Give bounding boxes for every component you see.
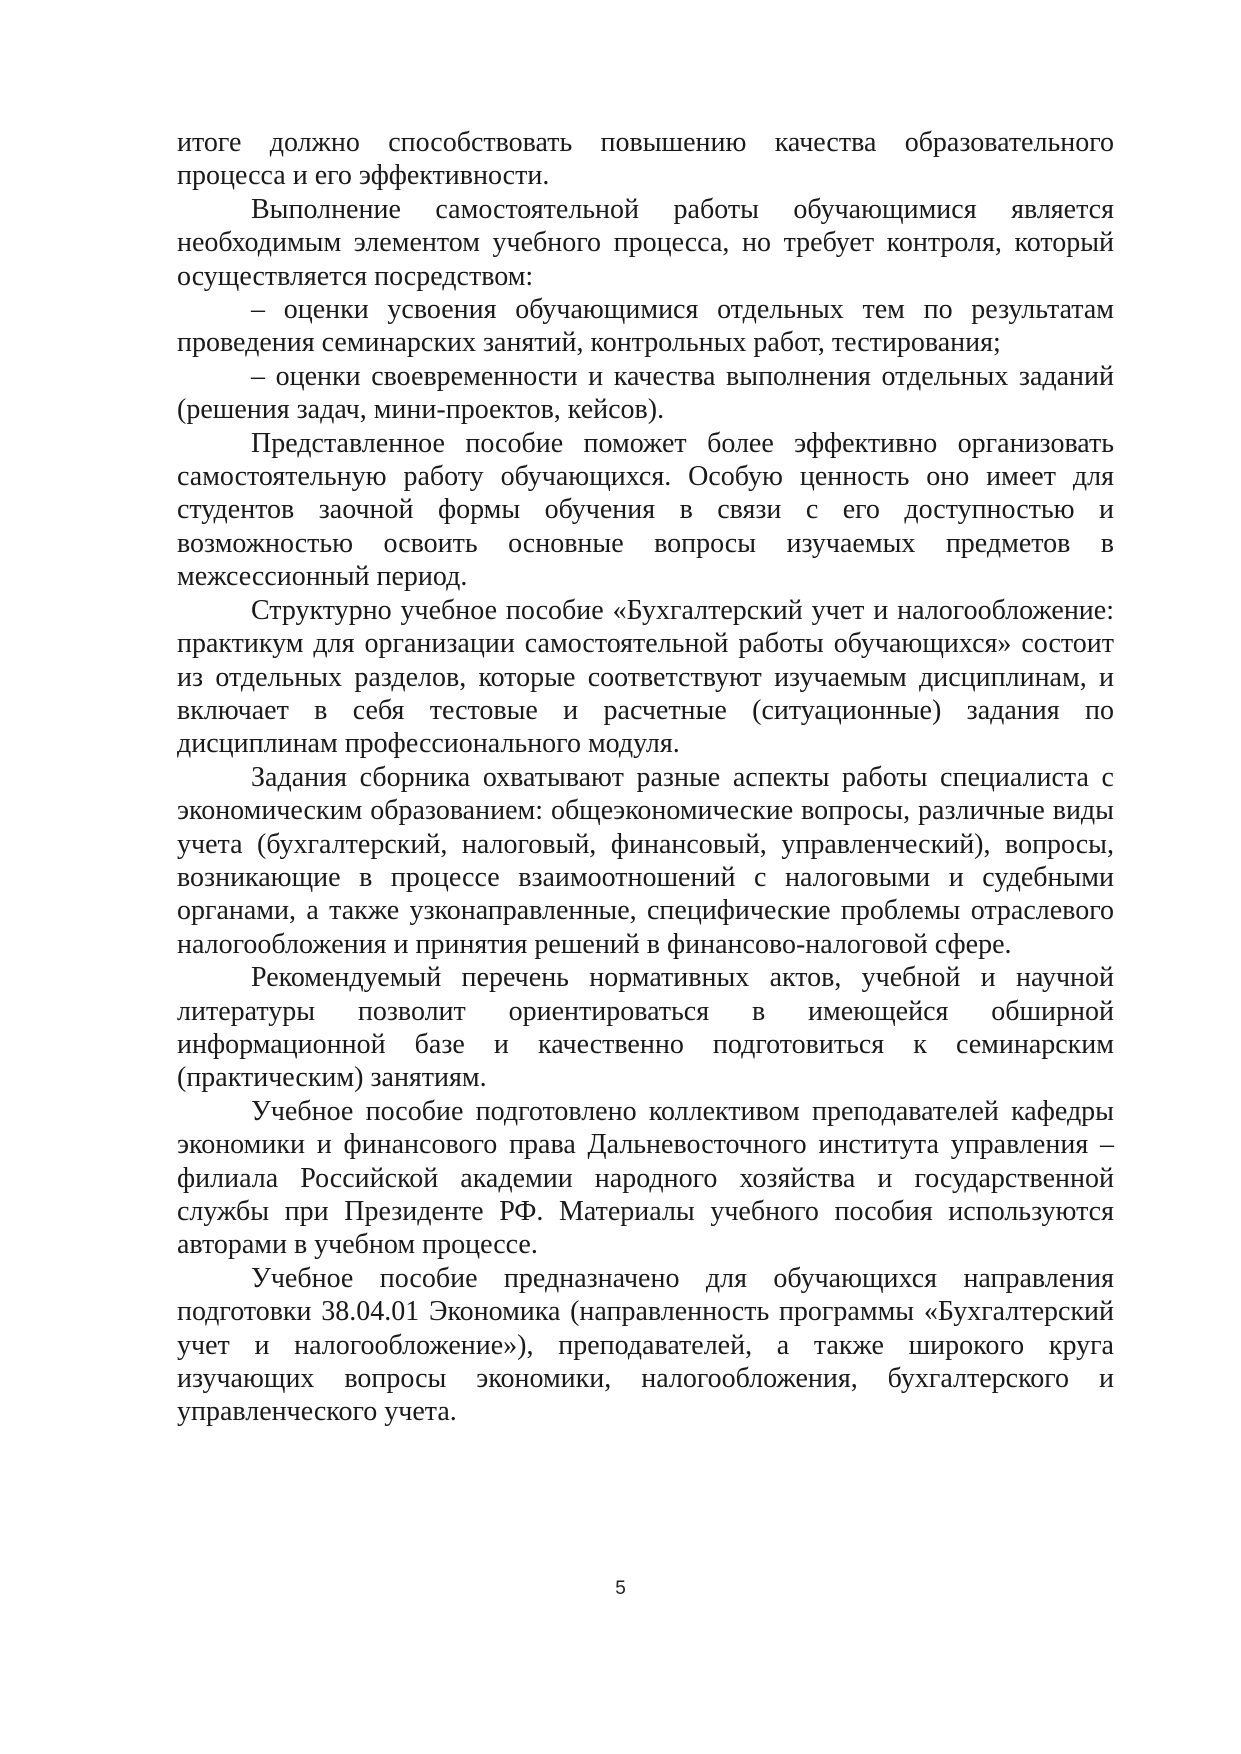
paragraph-audience: Учебное пособие предназначено для обучающихся направления подготовки 38.04.01 Экономика (направленность программы «Бухгалтерский учет и налогообложение»), преподавателей, а также широкого круга изучающих вопросы экономики, налогообложения, бухгалтерского и управленческого учета.	[177, 1262, 1114, 1428]
paragraph-structure: Структурно учебное пособие «Бухгалтерский учет и налогообложение: практикум для организации самостоятельной работы обучающихся» состоит из отдельных разделов, которые соответствуют изучаемым дисциплинам, и включает в себя тестовые и расчетные (ситуационные) задания по дисциплинам профессионального модуля.	[177, 594, 1114, 760]
paragraph-self-study-control: Выполнение самостоятельной работы обучающимися является необходимым элементом учебного процесса, но требует контроля, который осуществляется посредством:	[177, 193, 1114, 292]
list-item-assessment-topics: – оценки усвоения обучающимися отдельных тем по результатам проведения семинарских занятий, контрольных работ, тестирования;	[177, 294, 1114, 359]
page-number: 5	[615, 1578, 626, 1599]
list-item-assessment-timeliness: – оценки своевременности и качества выполнения отдельных заданий (решения задач, мини-проектов, кейсов).	[177, 360, 1114, 426]
paragraph-manual-value: Представленное пособие поможет более эффективно организовать самостоятельную работу обучающихся. Особую ценность оно имеет для студентов заочной формы обучения в связи с его доступностью и возможностью освоить основные вопросы изучаемых предметов в межсессионный период.	[177, 427, 1114, 593]
paragraph-tasks-scope: Задания сборника охватывают разные аспекты работы специалиста с экономическим образованием: общеэкономические вопросы, различные виды учета (бухгалтерский, налоговый, финансовый, управленческий), вопросы, возникающие в процессе взаимоотношений с налоговыми и судебными органами, а также узконаправленные, специфические проблемы отраслевого налогообложения и принятия решений в финансово-налоговой сфере.	[177, 761, 1114, 960]
paragraph-continuation: итоге должно способствовать повышению качества образовательного процесса и его эффективности.	[177, 127, 1114, 192]
body-text	[177, 126, 1114, 1429]
paragraph-recommended-literature: Рекомендуемый перечень нормативных актов, учебной и научной литературы позволит ориентироваться в имеющейся обширной информационной базе и качественно подготовиться к семинарским (практическим) занятиям.	[177, 962, 1114, 1094]
paragraph-authors: Учебное пособие подготовлено коллективом преподавателей кафедры экономики и финансового права Дальневосточного института управления – филиала Российской академии народного хозяйства и государственной службы при Президенте РФ. Материалы учебного пособия используются авторами в учебном процессе.	[177, 1095, 1114, 1261]
